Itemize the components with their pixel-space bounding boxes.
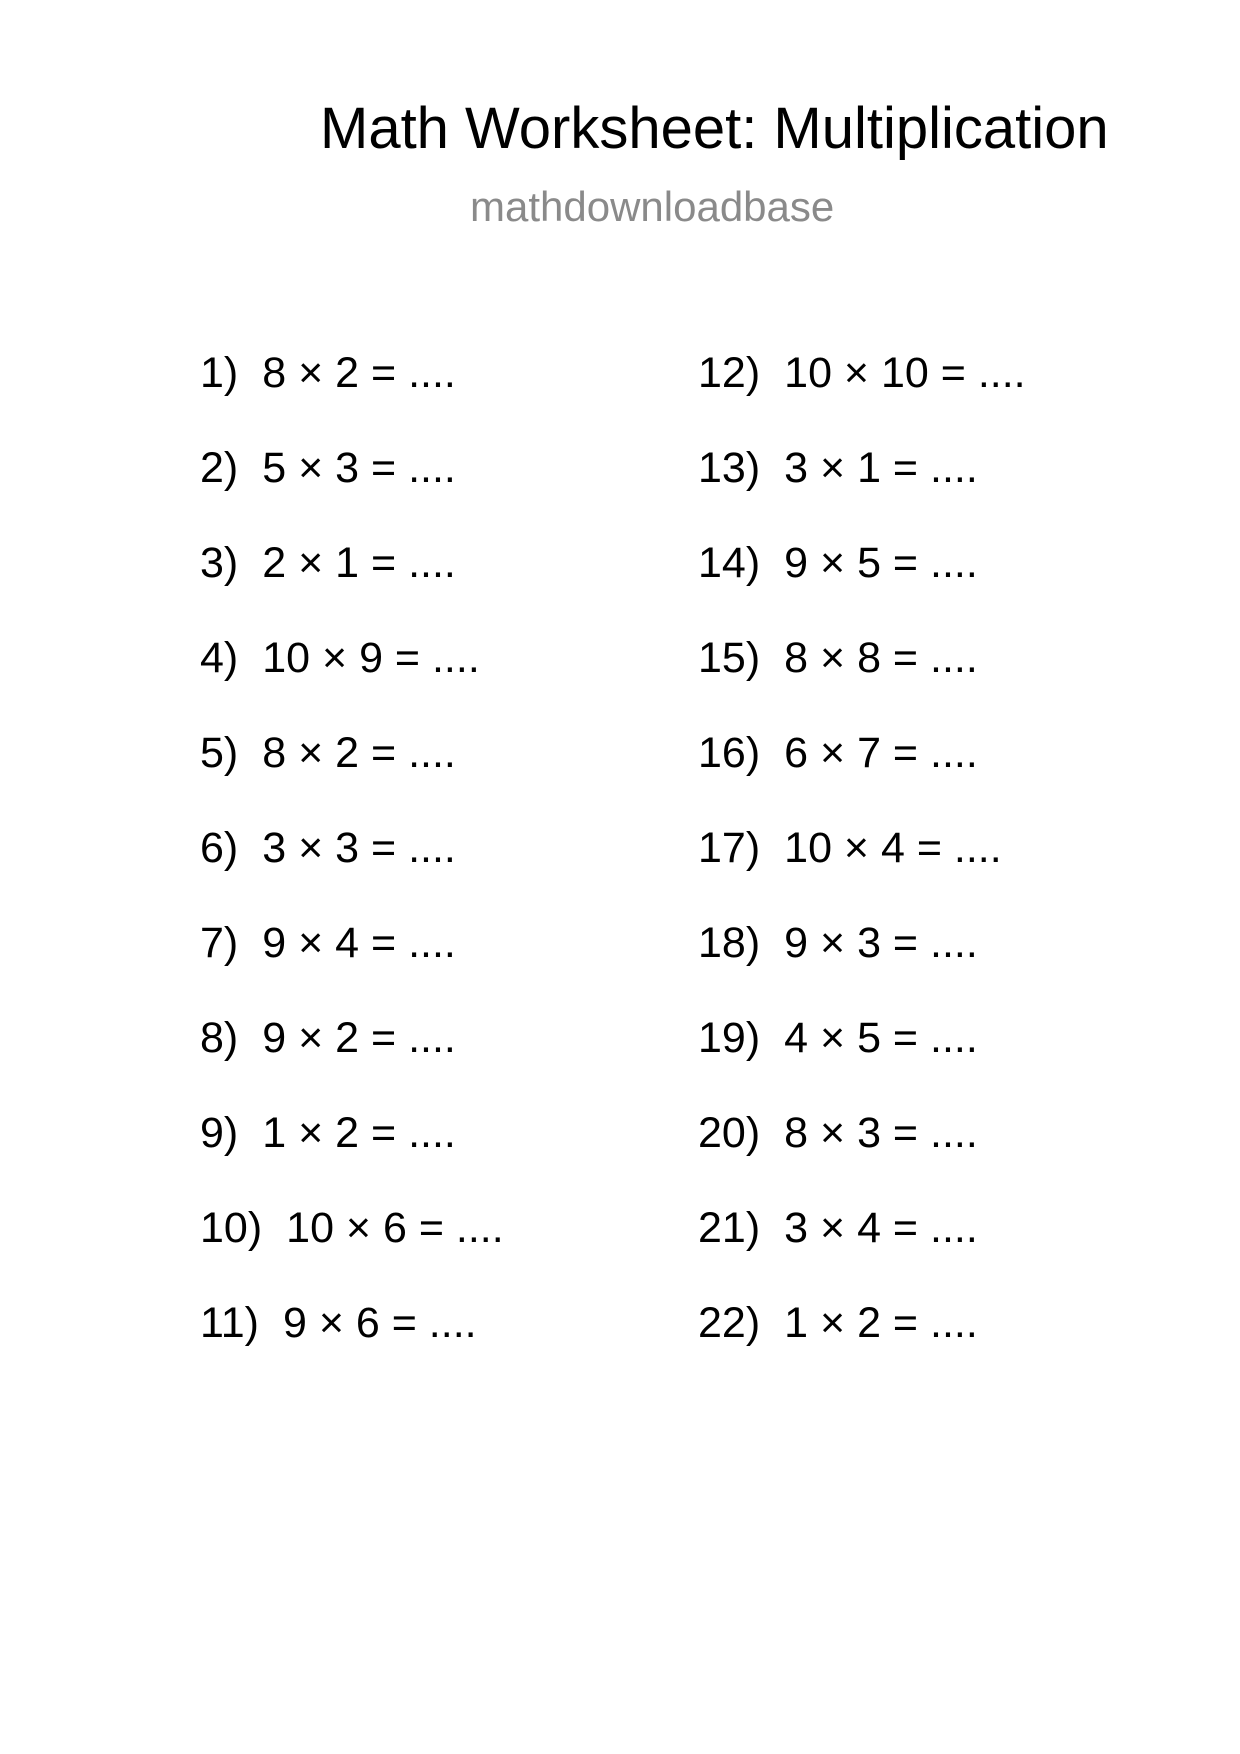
worksheet-subtitle: mathdownloadbase [470,183,835,230]
problem-number: 17) [698,824,761,872]
problem-expression: 3 × 4 = .... [784,1204,978,1252]
problem-number: 11) [200,1299,259,1347]
problem-number: 7) [200,919,239,967]
problem-expression: 8 × 2 = .... [262,729,456,777]
problem-item [698,1014,1026,1112]
problem-number: 22) [698,1299,761,1347]
problem-number: 16) [698,729,761,777]
problem-item [200,539,504,637]
problem-expression: 10 × 4 = .... [784,824,1002,872]
problem-expression: 1 × 2 = .... [784,1299,978,1347]
problem-number: 19) [698,1014,761,1062]
problem-item [698,444,1026,542]
problem-item [200,1014,504,1112]
problem-number: 2) [200,444,239,492]
problem-column-left [200,349,504,1397]
problem-expression: 10 × 9 = .... [262,634,480,682]
problem-number: 6) [200,824,239,872]
problem-item [698,539,1026,637]
problem-item [200,729,504,827]
problem-item [200,1204,504,1302]
problem-item [200,824,504,922]
problem-item [698,634,1026,732]
problem-expression: 10 × 6 = .... [286,1204,504,1252]
problem-item [200,1299,504,1397]
problem-item [698,919,1026,1017]
problem-expression: 9 × 6 = .... [282,1299,477,1347]
problem-number: 1) [200,349,239,397]
problem-item [698,1109,1026,1207]
problem-number: 8) [200,1014,239,1062]
problem-item [200,919,504,1017]
problem-number: 5) [200,729,239,777]
problem-expression: 2 × 1 = .... [262,539,456,587]
problem-expression: 3 × 1 = .... [784,444,978,492]
problem-column-right [698,349,1026,1397]
problem-number: 13) [698,444,761,492]
problem-item [200,349,504,447]
problem-item [698,349,1026,447]
problem-number: 4) [200,634,239,682]
problem-item [200,634,504,732]
problem-number: 15) [698,634,761,682]
problem-number: 18) [698,919,761,967]
problem-item [200,1109,504,1207]
problem-number: 21) [698,1204,761,1252]
problem-item [698,1204,1026,1302]
problem-item [698,824,1026,922]
problem-number: 12) [698,349,761,397]
problem-item [698,729,1026,827]
problem-expression: 8 × 3 = .... [784,1109,978,1157]
problem-expression: 4 × 5 = .... [784,1014,978,1062]
problem-expression: 1 × 2 = .... [262,1109,456,1157]
problem-expression: 9 × 5 = .... [784,539,978,587]
problem-expression: 9 × 4 = .... [262,919,456,967]
problem-expression: 3 × 3 = .... [262,824,456,872]
problem-number: 10) [200,1204,263,1252]
problem-item [200,444,504,542]
problem-number: 14) [698,539,761,587]
problem-expression: 9 × 2 = .... [262,1014,456,1062]
problem-expression: 8 × 2 = .... [262,349,456,397]
problem-expression: 10 × 10 = .... [784,349,1026,397]
problem-number: 20) [698,1109,761,1157]
worksheet-title: Math Worksheet: Multiplication [320,96,1109,161]
problem-expression: 5 × 3 = .... [262,444,456,492]
problem-expression: 6 × 7 = .... [784,729,978,777]
problem-number: 3) [200,539,239,587]
problem-number: 9) [200,1109,239,1157]
problem-expression: 9 × 3 = .... [784,919,978,967]
problem-item [698,1299,1026,1397]
problem-expression: 8 × 8 = .... [784,634,978,682]
